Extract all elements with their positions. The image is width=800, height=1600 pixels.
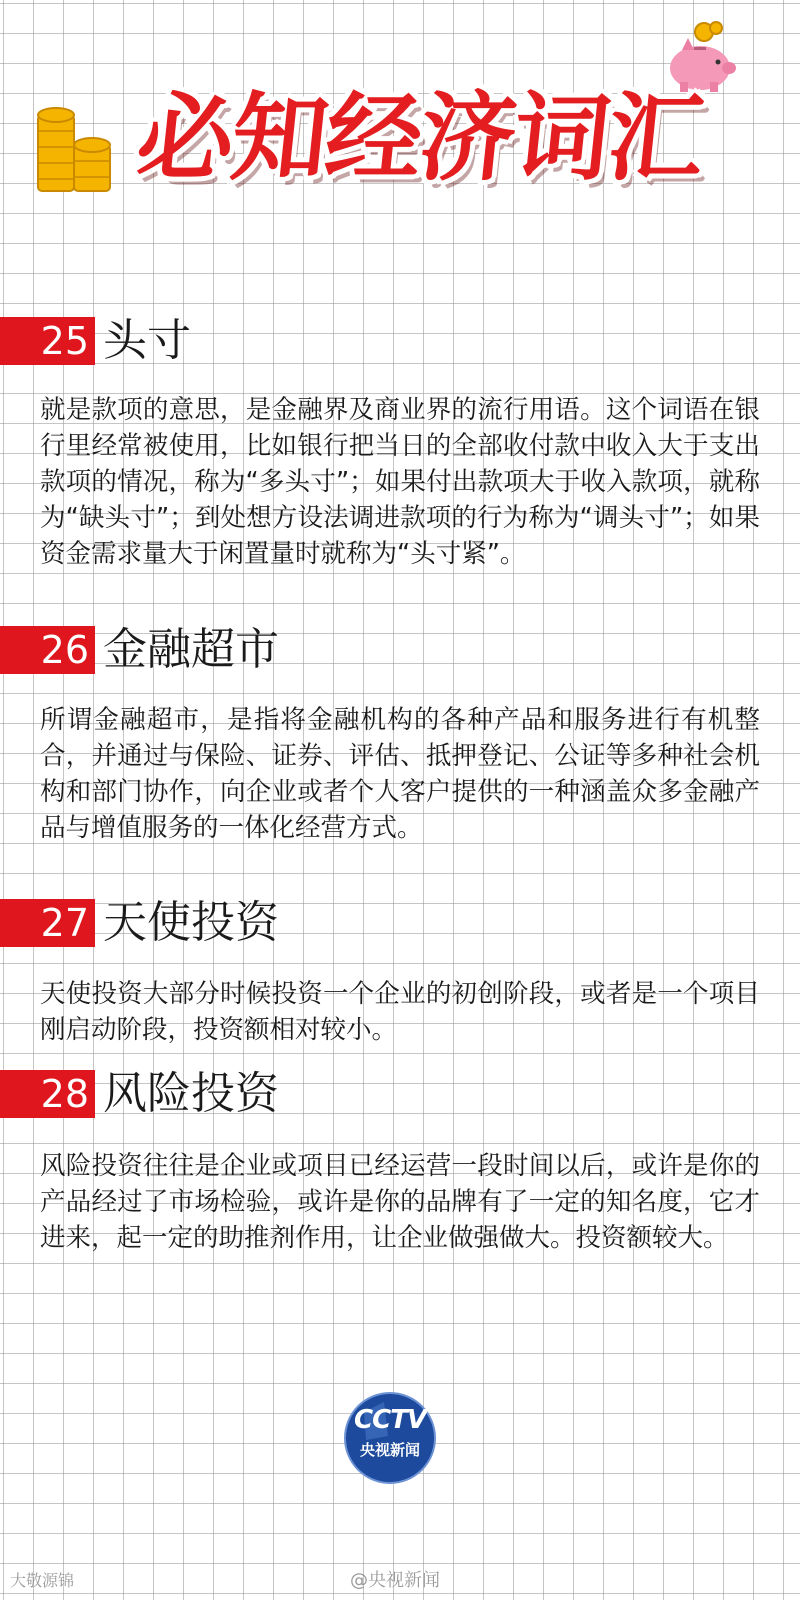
section-header-27 xyxy=(0,897,279,949)
header-banner xyxy=(0,0,800,220)
section-number-badge: 27 xyxy=(0,899,95,947)
section-body: 所谓金融超市，是指将金融机构的各种产品和服务进行有机整合，并通过与保险、证券、评估、抵押登记、公证等多种社会机构和部门协作，向企业或者个人客户提供的一种涵盖众多金融产品与增值服务的一体化经营方式。 xyxy=(40,705,760,843)
section-title: 天使投资 xyxy=(103,897,279,948)
section-body: 就是款项的意思，是金融界及商业界的流行用语。这个词语在银行里经常被使用，比如银行把当日的全部收付款中收入大于支出款项的情况，称为“多头寸”；如果付出款项大于收入款项，就称为“缺头寸”；到处想方设法调进款项的行为称为“调头寸”；如果资金需求量大于闲置量时就称为“头寸紧”。 xyxy=(40,395,760,569)
section-body: 风险投资往往是企业或项目已经运营一段时间以后，或许是你的产品经过了市场检验，或许是你的品牌有了一定的知名度，它才进来，起一定的助推剂作用，让企业做强做大。投资额较大。 xyxy=(40,1151,760,1253)
watermark-right: @央视新闻 xyxy=(350,1570,440,1591)
page-title: 必知经济词汇 xyxy=(132,82,708,194)
section-header-26 xyxy=(0,624,279,676)
section-number-badge: 26 xyxy=(0,626,95,674)
section-header-25 xyxy=(0,315,191,367)
section-body: 天使投资大部分时候投资一个企业的初创阶段，或者是一个项目刚启动阶段，投资额相对较小。 xyxy=(40,979,760,1045)
cctv-sub-text: 央视新闻 xyxy=(359,1441,420,1459)
watermark-left: 大敬源锦 xyxy=(10,1571,75,1590)
section-title: 头寸 xyxy=(103,315,191,366)
section-header-28 xyxy=(0,1068,279,1120)
section-number-badge: 25 xyxy=(0,317,95,365)
cctv-brand-text: CCTV xyxy=(353,1405,427,1435)
cctv-logo-text xyxy=(344,1404,436,1460)
section-title: 风险投资 xyxy=(103,1068,279,1119)
section-title: 金融超市 xyxy=(103,624,279,675)
section-number-badge: 28 xyxy=(0,1070,95,1118)
